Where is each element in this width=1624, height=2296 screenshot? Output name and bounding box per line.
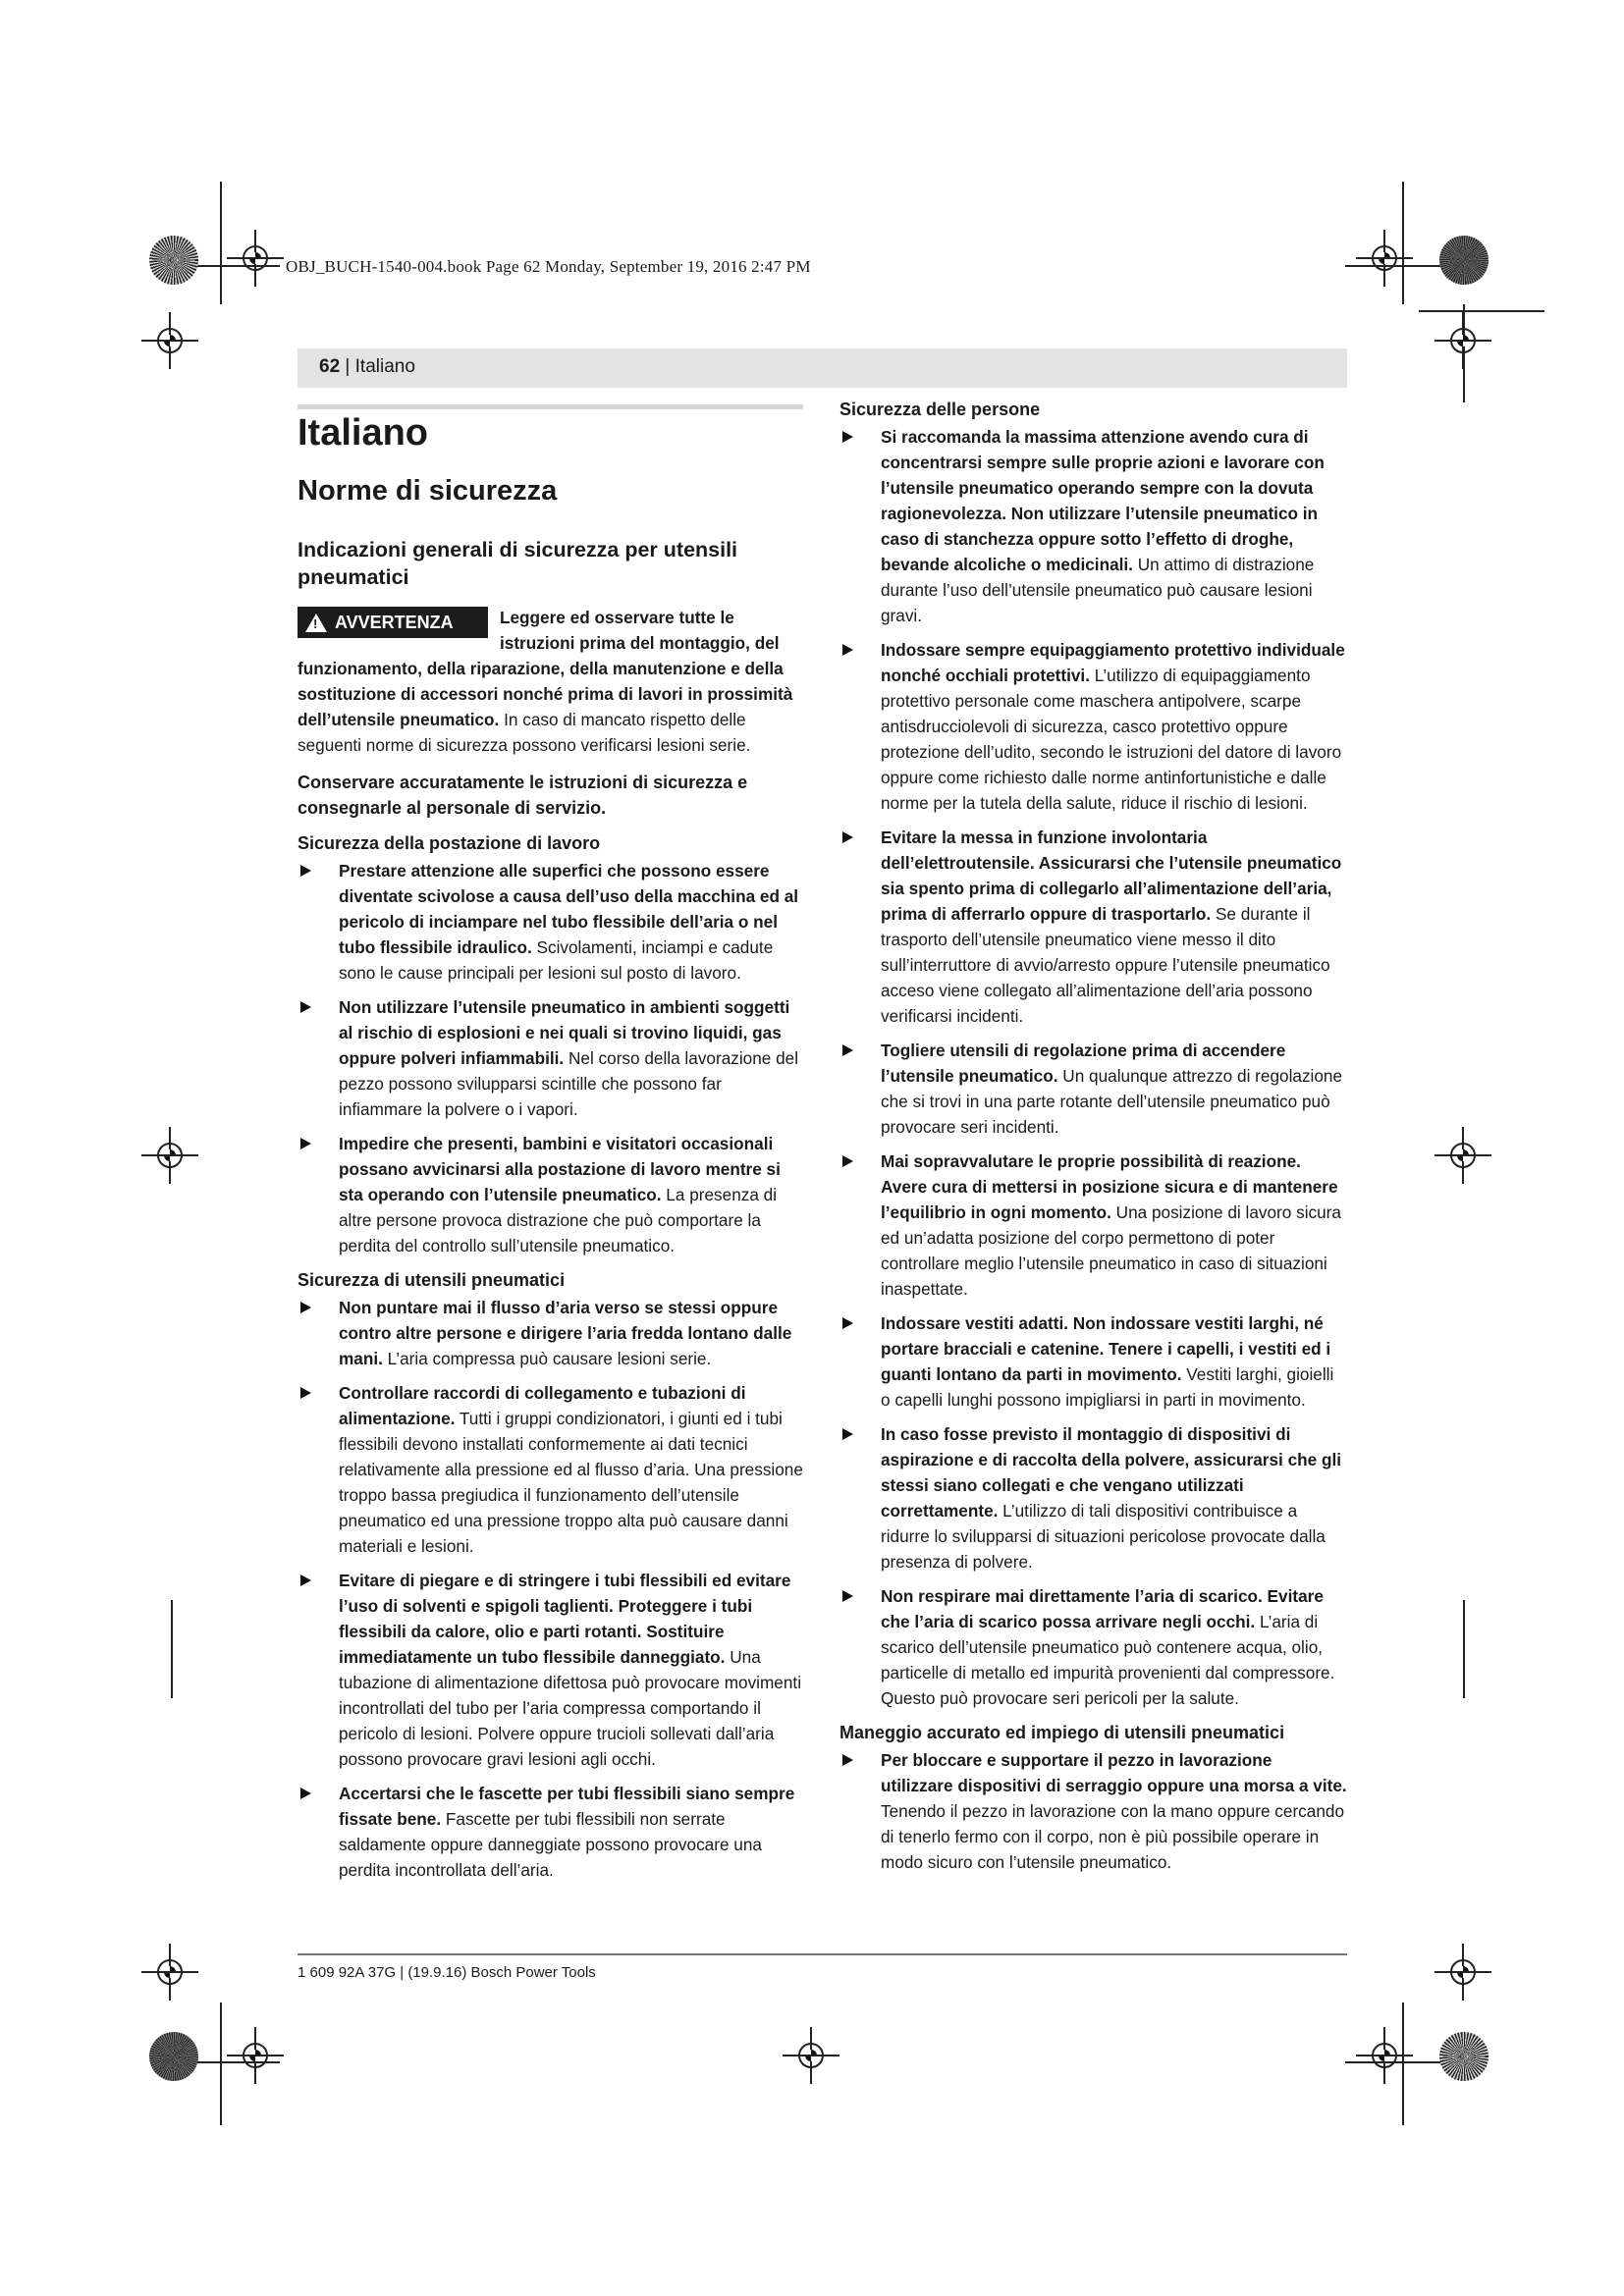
title-rule: [298, 404, 803, 409]
registration-mark-icon: [157, 1143, 183, 1168]
bullet-icon: [842, 1044, 853, 1056]
list-item: Impedire che presenti, bambini e visitatori occasionali possano avvicinarsi alla postazione di lavoro mentre si sta operando con l’utensile pneumatico. La presenza di altre persone provoca distrazione che può comportare la perdita del controllo sull’utensile pneumatico.: [298, 1131, 803, 1258]
page-number: 62: [319, 356, 341, 377]
page-footer: 1 609 92A 37G | (19.9.16) Bosch Power Tools: [298, 1964, 596, 1981]
registration-mark-icon: [798, 2043, 824, 2068]
color-target-icon: [1439, 236, 1489, 285]
bullet-icon: [842, 1754, 853, 1766]
page-title: Italiano: [298, 412, 429, 454]
list-item: Indossare vestiti adatti. Non indossare vestiti larghi, né portare bracciali e catenine. Tenere i capelli, i vestiti ed i guanti lontano da parti in movimento. Vestiti larghi, gioielli o capelli lunghi possono impigliarsi in parti in movimento.: [839, 1310, 1347, 1413]
left-column: [298, 410, 803, 1892]
registration-mark-icon: [1372, 2043, 1397, 2068]
registration-mark-icon: [157, 1959, 183, 1985]
bullet-icon: [842, 1428, 853, 1440]
print-slug: OBJ_BUCH-1540-004.book Page 62 Monday, September 19, 2016 2:47 PM: [286, 257, 811, 276]
bullet-icon: [300, 1575, 311, 1586]
right-column: [839, 397, 1347, 1884]
color-target-icon: [149, 2032, 198, 2081]
list-item: Non respirare mai direttamente l’aria di scarico. Evitare che l’aria di scarico possa arrivare negli occhi. L’aria di scarico dell’utensile pneumatico può contenere acqua, olio, particelle di metallo ed impurità provenienti dal compressore. Questo può provocare seri pericoli per la salute.: [839, 1583, 1347, 1711]
list-item: Evitare di piegare e di stringere i tubi flessibili ed evitare l’uso di solventi e spigoli taglienti. Proteggere i tubi flessibili da calore, olio e parti rotanti. Sostituire immediatamente un tubo flessibile danneggiato. Una tubazione di alimentazione difettosa può provocare movimenti incontrollati del tubo per l’aria compressa comportando il pericolo di lesioni. Polvere oppure trucioli sollevati dall’aria possono provocare gravi lesioni agli occhi.: [298, 1568, 803, 1772]
section-title: Norme di sicurezza: [298, 475, 558, 507]
bullet-icon: [842, 831, 853, 843]
warning-text: In caso di mancato rispetto delle seguenti norme di sicurezza possono verificarsi lesioni serie.: [298, 710, 751, 755]
list-item: Evitare la messa in funzione involontaria dell’elettroutensile. Assicurarsi che l’utensile pneumatico sia spento prima di collegarlo all’alimentazione dell’aria, prima di afferrarlo oppure di trasportarlo. Se durante il trasporto dell’utensile pneumatico viene messo il dito sull’interruttore di avvio/arresto oppure l’utensile pneumatico acceso viene collegato all’alimentazione dell’aria possono verificarsi incidenti.: [839, 825, 1347, 1029]
registration-mark-icon: [157, 328, 183, 353]
workplace-heading: Sicurezza della postazione di lavoro: [298, 833, 601, 853]
list-item: Non puntare mai il flusso d’aria verso se stessi oppure contro altre persone e dirigere l’aria fredda lontano dalle mani. L’aria compressa può causare lesioni serie.: [298, 1295, 803, 1371]
list-item: Prestare attenzione alle superfici che possono essere diventate scivolose a causa dell’uso della macchina ed al pericolo di inciampare nel tubo flessibile dell’aria o nel tubo flessibile idraulico. Scivolamenti, inciampi e cadute sono le cause principali per lesioni sul posto di lavoro.: [298, 858, 803, 986]
page-header: 62 | Italiano: [298, 348, 1347, 388]
keep-instructions: Conservare accuratamente le istruzioni di sicurezza e consegnarle al personale di servizio.: [298, 773, 748, 818]
registration-mark-icon: [243, 245, 268, 271]
list-item: In caso fosse previsto il montaggio di dispositivi di aspirazione e di raccolta della polvere, assicurarsi che gli stessi siano collegati e che vengano utilizzati correttamente. L’utilizzo di tali dispositivi contribuisce a ridurre lo svilupparsi di situazioni pericolose provocate dalla presenza di polvere.: [839, 1421, 1347, 1575]
header-section: Italiano: [354, 356, 415, 377]
list-item: Non utilizzare l’utensile pneumatico in ambienti soggetti al rischio di esplosioni e nei quali si trovino liquidi, gas oppure polveri infiammabili. Nel corso della lavorazione del pezzo possono svilupparsi scintille che possono far infiammare la polvere o i vapori.: [298, 994, 803, 1122]
bullet-icon: [842, 1155, 853, 1167]
registration-mark-icon: [1450, 1143, 1476, 1168]
bullet-icon: [300, 1138, 311, 1149]
list-item: Indossare sempre equipaggiamento protettivo individuale nonché occhiali protettivi. L’utilizzo di equipaggiamento protettivo personale come maschera antipolvere, scarpe antisdrucciolevoli di sicurezza, casco protettivo oppure protezione dell’udito, secondo le istruzioni del datore di lavoro oppure come richiesto dalle norme antinfortunistiche e dalle norme per la tutela della salute, riduce il rischio di lesioni.: [839, 637, 1347, 816]
tools-heading: Sicurezza di utensili pneumatici: [298, 1270, 566, 1290]
bullet-icon: [842, 1317, 853, 1329]
list-item: Si raccomanda la massima attenzione avendo cura di concentrarsi sempre sulle proprie azioni e lavorare con l’utensile pneumatico operando sempre con la dovuta ragionevolezza. Non utilizzare l’utensile pneumatico in caso di stanchezza oppure sotto l’effetto di droghe, bevande alcoliche o medicinali. Un attimo di distrazione durante l’uso dell’utensile pneumatico può causare lesioni gravi.: [839, 424, 1347, 628]
bullet-icon: [300, 1387, 311, 1399]
color-target-icon: [149, 236, 198, 285]
list-item: Mai sopravvalutare le proprie possibilità di reazione. Avere cura di mettersi in posizione sicura e di mantenere l’equilibrio in ogni momento. Una posizione di lavoro sicura ed un’adatta posizione del corpo permettono di poter controllare meglio l’utensile pneumatico in caso di situazioni inaspettate.: [839, 1148, 1347, 1302]
warning-triangle-icon: [305, 614, 327, 632]
bullet-icon: [842, 644, 853, 656]
bullet-icon: [300, 1001, 311, 1013]
bullet-icon: [842, 431, 853, 443]
list-item: Accertarsi che le fascette per tubi flessibili siano sempre fissate bene. Fascette per tubi flessibili non serrate saldamente oppure danneggiate possono provocare una perdita incontrollata dell’aria.: [298, 1781, 803, 1883]
warning-bold: Leggere ed osservare tutte le istruzioni prima del montaggio, del funzionamento, della riparazione, della manutenzione e della sostituzione di accessori nonché prima di lavori in prossimità dell’utensile pneumatico.: [298, 608, 793, 729]
bullet-icon: [300, 1302, 311, 1313]
registration-mark-icon: [1372, 245, 1397, 271]
list-item: Togliere utensili di regolazione prima di accendere l’utensile pneumatico. Un qualunque attrezzo di regolazione che si trovi in una parte rotante dell’utensile pneumatico può provocare seri incidenti.: [839, 1038, 1347, 1140]
registration-mark-icon: [1450, 328, 1476, 353]
list-item: Per bloccare e supportare il pezzo in lavorazione utilizzare dispositivi di serraggio oppure una morsa a vite. Tenendo il pezzo in lavorazione con la mano oppure cercando di tenerlo fermo con il corpo, non è più possibile operare in modo sicuro con l’utensile pneumatico.: [839, 1747, 1347, 1875]
persons-heading: Sicurezza delle persone: [839, 400, 1041, 419]
warning-label: AVVERTENZA: [335, 613, 454, 632]
registration-mark-icon: [1450, 1959, 1476, 1985]
bullet-icon: [300, 865, 311, 877]
handling-heading: Maneggio accurato ed impiego di utensili pneumatici: [839, 1723, 1285, 1742]
footer-rule: [298, 1953, 1347, 1955]
list-item: Controllare raccordi di collegamento e tubazioni di alimentazione. Tutti i gruppi condizionatori, i giunti ed i tubi flessibili devono installati conformemente ai dati tecnici relativamente alla pressione ed al flusso d’aria. Una pressione troppo bassa pregiudica il funzionamento dell’utensile pneumatico ed una pressione troppo alta può causare danni materiali e lesioni.: [298, 1380, 803, 1559]
warning-badge: [298, 607, 488, 638]
warning-paragraph: [298, 605, 803, 758]
bullet-icon: [842, 1590, 853, 1602]
subsection-title: Indicazioni generali di sicurezza per utensili pneumatici: [298, 538, 738, 589]
color-target-icon: [1439, 2032, 1489, 2081]
bullet-icon: [300, 1788, 311, 1799]
registration-mark-icon: [243, 2043, 268, 2068]
